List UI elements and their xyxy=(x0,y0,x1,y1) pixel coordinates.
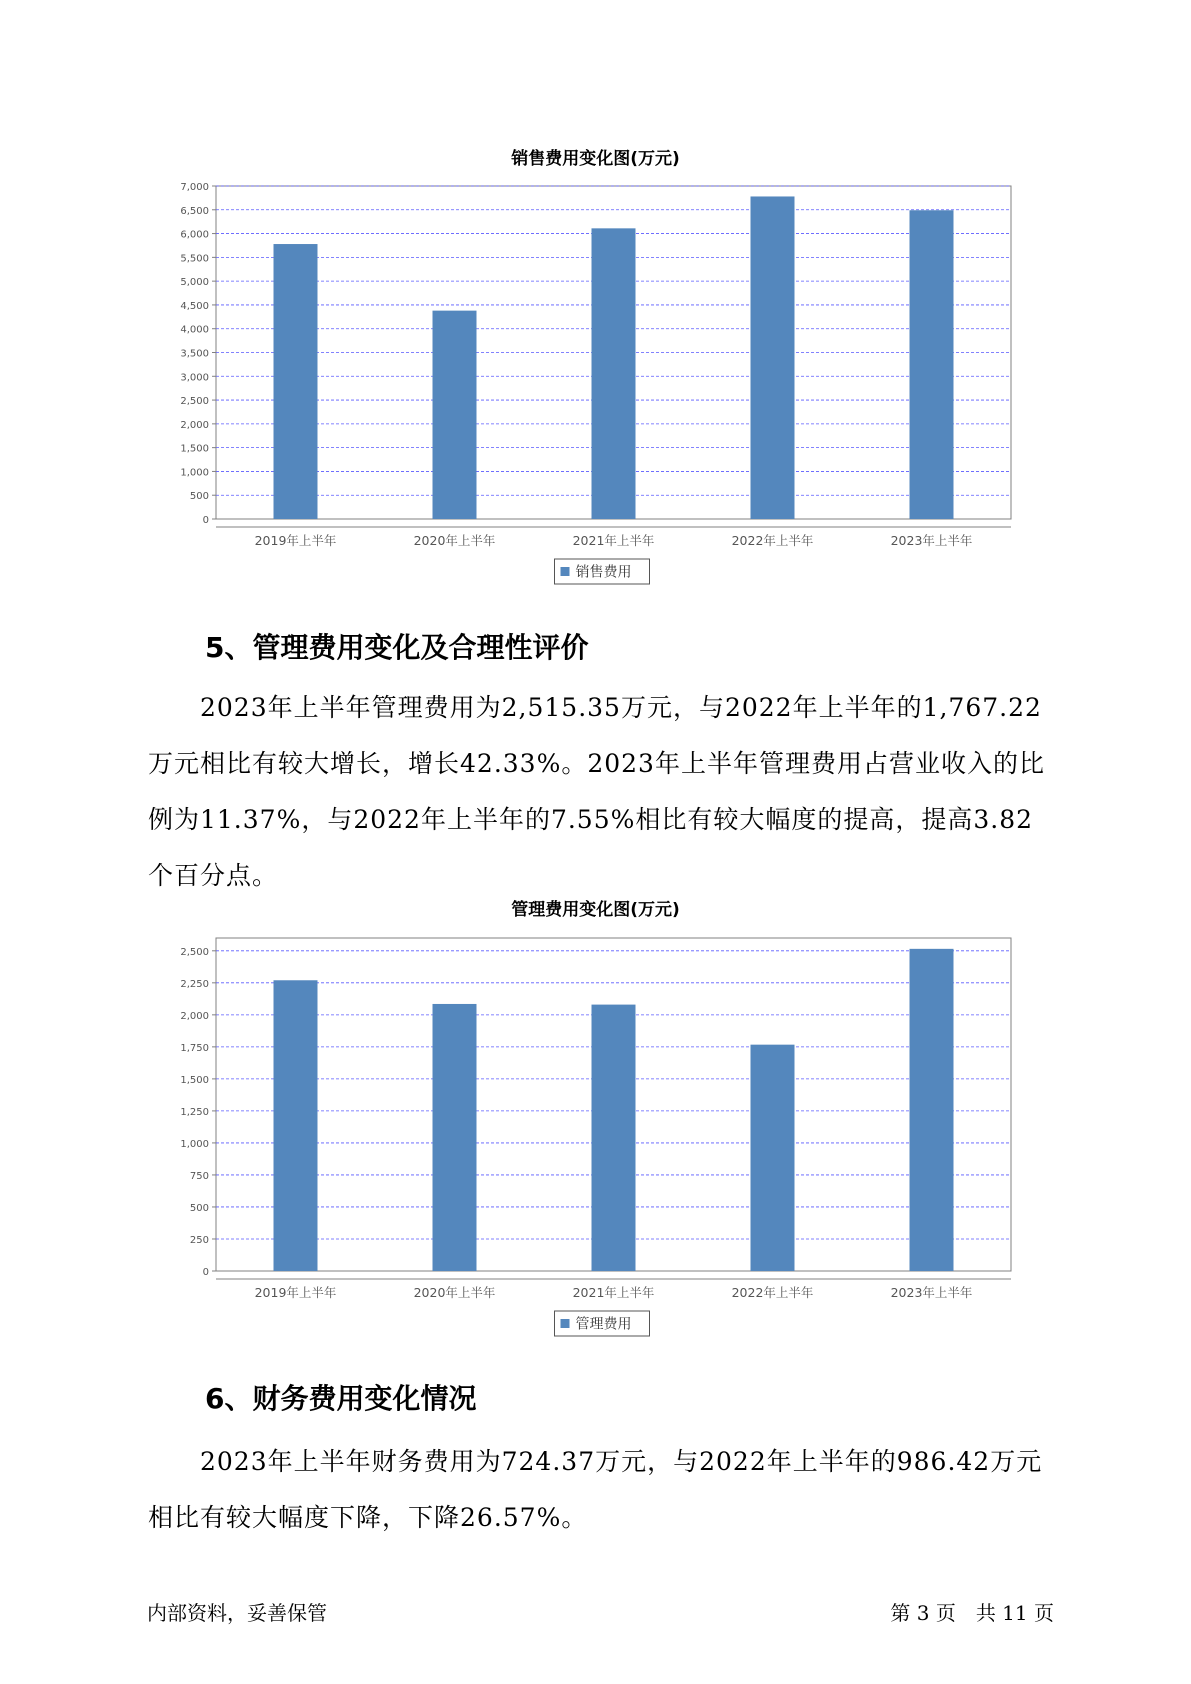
bar-2 xyxy=(433,311,477,519)
section5-paragraph: 2023年上半年管理费用为2,515.35万元，与2022年上半年的1,767.22万元相比有较大增长，增长42.33%。2023年上半年管理费用占营业收入的比例为11.37%，与2022年上半年的7.55%相比有较大幅度的提高，提高3.82个百分点。 xyxy=(148,693,1045,890)
bar-2 xyxy=(433,1004,477,1271)
x-category-label: 2019年上半年 xyxy=(254,533,337,548)
x-category-label: 2019年上半年 xyxy=(254,1285,337,1300)
y-tick-label: 500 xyxy=(189,491,209,503)
y-tick-label: 2,500 xyxy=(180,946,209,958)
y-tick-label: 6,000 xyxy=(180,229,209,241)
x-category-label: 2023年上半年 xyxy=(890,1285,973,1300)
bar-4 xyxy=(751,196,795,519)
x-category-label: 2021年上半年 xyxy=(572,533,655,548)
y-tick-label: 500 xyxy=(189,1202,209,1214)
admin-expense-chart xyxy=(0,922,1191,1347)
bar-5 xyxy=(910,210,954,519)
section6-heading: 6、财务费用变化情况 xyxy=(205,1382,477,1415)
y-tick-label: 2,500 xyxy=(180,396,209,408)
bar-3 xyxy=(592,1005,636,1271)
chart2-title: 管理费用变化图(万元) xyxy=(511,900,680,920)
y-tick-label: 1,250 xyxy=(180,1106,209,1118)
x-category-label: 2023年上半年 xyxy=(890,533,973,548)
y-tick-label: 3,500 xyxy=(180,348,209,360)
x-category-label: 2022年上半年 xyxy=(731,1285,814,1300)
bar-3 xyxy=(592,228,636,519)
y-tick-label: 0 xyxy=(202,515,209,526)
legend-label: 销售费用 xyxy=(575,564,632,581)
y-tick-label: 5,000 xyxy=(180,277,209,289)
y-tick-label: 2,000 xyxy=(180,419,209,431)
x-category-label: 2020年上半年 xyxy=(413,1285,496,1300)
y-tick-label: 1,750 xyxy=(180,1042,209,1054)
section5-heading: 5、管理费用变化及合理性评价 xyxy=(205,631,589,664)
x-category-label: 2020年上半年 xyxy=(413,533,496,548)
y-tick-label: 7,000 xyxy=(180,182,209,193)
y-tick-label: 4,500 xyxy=(180,300,209,312)
y-tick-label: 1,500 xyxy=(180,443,209,455)
bar-1 xyxy=(274,980,318,1271)
bar-4 xyxy=(751,1045,795,1271)
x-category-label: 2021年上半年 xyxy=(572,1285,655,1300)
y-tick-label: 6,500 xyxy=(180,205,209,217)
y-tick-label: 250 xyxy=(189,1234,209,1246)
footer-confidential-note: 内部资料，妥善保管 xyxy=(147,1601,327,1625)
bar-1 xyxy=(274,244,318,519)
legend-label: 管理费用 xyxy=(575,1316,632,1333)
section6-paragraph: 2023年上半年财务费用为724.37万元，与2022年上半年的986.42万元相比有较大幅度下降，下降26.57%。 xyxy=(148,1447,1043,1532)
y-tick-label: 2,250 xyxy=(180,978,209,990)
y-tick-label: 1,000 xyxy=(180,1138,209,1150)
x-category-label: 2022年上半年 xyxy=(731,533,814,548)
y-tick-label: 3,000 xyxy=(180,372,209,384)
sales-expense-chart xyxy=(0,170,1191,595)
y-tick-label: 750 xyxy=(189,1170,209,1182)
legend-swatch xyxy=(561,567,570,576)
y-tick-label: 1,000 xyxy=(180,467,209,479)
y-tick-label: 5,500 xyxy=(180,253,209,265)
y-tick-label: 2,000 xyxy=(180,1010,209,1022)
legend-swatch xyxy=(561,1319,570,1328)
y-tick-label: 1,500 xyxy=(180,1074,209,1086)
y-tick-label: 0 xyxy=(202,1267,209,1278)
footer-page-number: 第 3 页 共 11 页 xyxy=(890,1601,1054,1625)
y-tick-label: 4,000 xyxy=(180,324,209,336)
bar-5 xyxy=(910,949,954,1271)
chart1-title: 销售费用变化图(万元) xyxy=(511,149,680,169)
